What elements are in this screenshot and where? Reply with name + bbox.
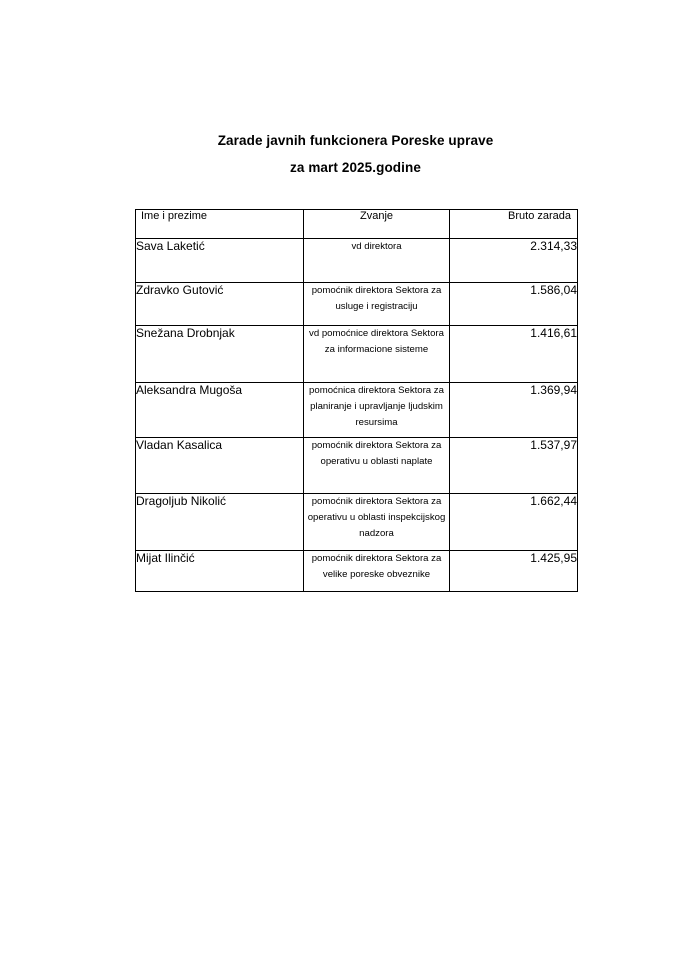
cell-pay: 1.369,94	[450, 383, 578, 438]
cell-pay: 1.416,61	[450, 326, 578, 383]
cell-title: pomoćnik direktora Sektora za operativu u oblasti naplate	[304, 438, 450, 494]
cell-title: vd pomoćnice direktora Sektora za informacione sisteme	[304, 326, 450, 383]
cell-title: pomoćnik direktora Sektora za operativu u oblasti inspekcijskog nadzora	[304, 494, 450, 551]
cell-title: pomoćnik direktora Sektora za usluge i registraciju	[304, 283, 450, 326]
cell-pay: 2.314,33	[450, 239, 578, 283]
cell-name: Zdravko Gutović	[136, 283, 304, 326]
table-row	[136, 326, 578, 383]
table-row	[136, 383, 578, 438]
table-row	[136, 494, 578, 551]
cell-title: pomoćnica direktora Sektora za planiranje i upravljanje ljudskim resursima	[304, 383, 450, 438]
column-header-pay: Bruto zarada	[450, 210, 578, 239]
cell-name: Dragoljub Nikolić	[136, 494, 304, 551]
document-subtitle: za mart 2025.godine	[290, 160, 421, 175]
document-title: Zarade javnih funkcionera Poreske uprave	[217, 133, 494, 148]
cell-name: Vladan Kasalica	[136, 438, 304, 494]
cell-title: vd direktora	[304, 239, 450, 283]
cell-title: pomoćnik direktora Sektora za velike poreske obveznike	[304, 551, 450, 592]
table-row	[136, 551, 578, 592]
table-row	[136, 438, 578, 494]
table-header-row	[136, 210, 578, 239]
table-row	[136, 239, 578, 283]
cell-pay: 1.537,97	[450, 438, 578, 494]
cell-name: Aleksandra Mugoša	[136, 383, 304, 438]
cell-pay: 1.586,04	[450, 283, 578, 326]
cell-name: Sava Laketić	[136, 239, 304, 283]
cell-name: Mijat Ilinčić	[136, 551, 304, 592]
salary-table	[135, 209, 578, 592]
cell-pay: 1.425,95	[450, 551, 578, 592]
table-row	[136, 283, 578, 326]
cell-pay: 1.662,44	[450, 494, 578, 551]
cell-name: Snežana Drobnjak	[136, 326, 304, 383]
column-header-title: Zvanje	[304, 210, 450, 239]
column-header-name: Ime i prezime	[136, 210, 304, 239]
